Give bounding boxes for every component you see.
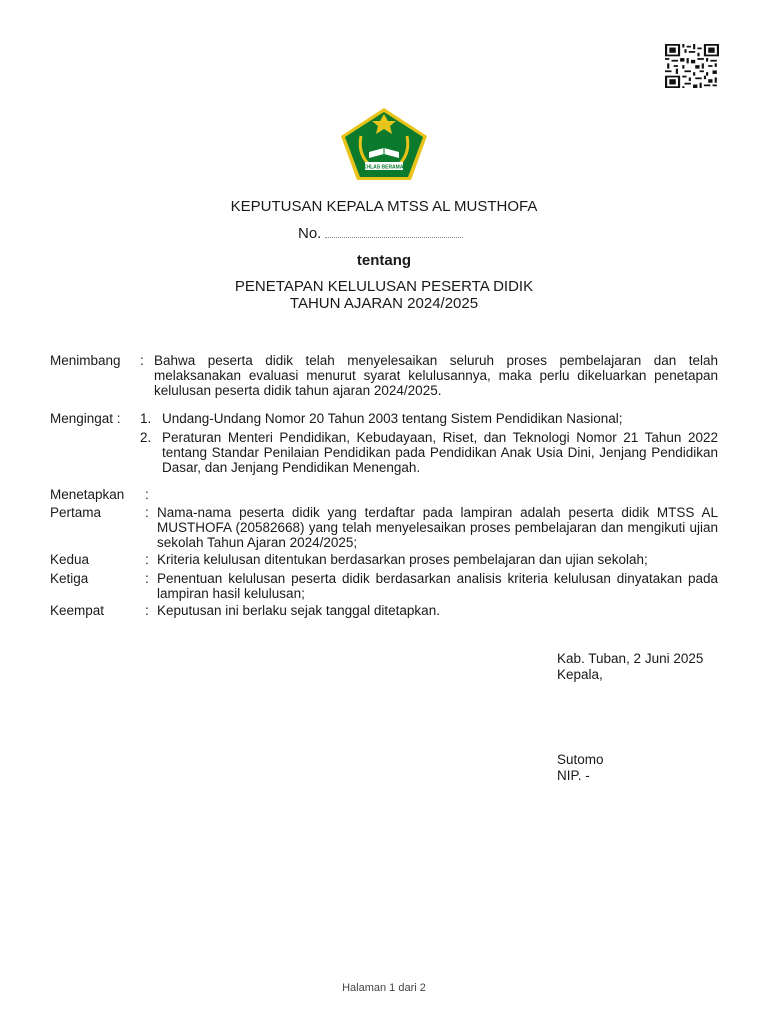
tentang-heading: tentang <box>356 252 412 269</box>
keempat-text: Keputusan ini berlaku sejak tanggal ditetapkan. <box>157 603 440 618</box>
mengingat-label: Mengingat : <box>50 411 121 426</box>
number-label: No. <box>298 225 322 242</box>
menimbang-label: Menimbang <box>50 353 121 368</box>
mengingat-item-2-num: 2. <box>140 430 152 445</box>
keempat-label: Keempat <box>50 603 105 618</box>
kedua-colon: : <box>145 552 149 567</box>
qr-code-icon <box>665 44 719 88</box>
kedua-label: Kedua <box>50 552 90 567</box>
menetapkan-label: Menetapkan <box>50 487 125 502</box>
number-placeholder <box>325 227 463 238</box>
signature-name: Sutomo <box>557 752 604 767</box>
menimbang-colon: : <box>140 353 144 368</box>
ketiga-text: Penentuan kelulusan peserta didik berdasarkan analisis kriteria kelulusan dinyatakan pada lampiran hasil kelulusan; <box>157 571 718 601</box>
subject-line-2: TAHUN AJARAN 2024/2025 <box>289 295 479 312</box>
signature-position: Kepala, <box>557 667 603 682</box>
keempat-colon: : <box>145 603 149 618</box>
menetapkan-colon: : <box>145 487 149 502</box>
pertama-label: Pertama <box>50 505 102 520</box>
subject-heading <box>0 278 768 312</box>
subject-line-1: PENETAPAN KELULUSAN PESERTA DIDIK <box>234 278 534 295</box>
pertama-text: Nama-nama peserta didik yang terdaftar pada lampiran adalah peserta didik MTSS AL MUSTHOFA (20582668) yang telah menyelesaikan proses pembelajaran dan mengikuti ujian sekolah Tahun Ajaran 2024/2025; <box>157 505 718 550</box>
mengingat-item-2-text: Peraturan Menteri Pendidikan, Kebudayaan, Riset, dan Teknologi Nomor 21 Tahun 2022 tentang Standar Penilaian Pendidikan pada Pendidikan Anak Usia Dini, Jenjang Pendidikan Dasar, dan Jenjang Pendidikan Menengah. <box>162 430 718 475</box>
ketiga-label: Ketiga <box>50 571 89 586</box>
document-number <box>298 225 463 242</box>
signature-nip: NIP. - <box>557 768 590 783</box>
kedua-text: Kriteria kelulusan ditentukan berdasarkan proses pembelajaran dan ujian sekolah; <box>157 552 648 567</box>
mengingat-item-1-num: 1. <box>140 411 152 426</box>
signature-place-date: Kab. Tuban, 2 Juni 2025 <box>557 651 704 666</box>
logo-motto: IKHLAS BERAMAL <box>361 164 407 171</box>
menimbang-text: Bahwa peserta didik telah menyelesaikan seluruh proses pembelajaran dan telah melaksanakan evaluasi menurut syarat kelulusannya, maka perlu dikeluarkan penetapan kelulusan peserta didik tahun ajaran 2024/2025. <box>154 353 718 398</box>
kemenag-logo <box>339 106 429 182</box>
document-title: KEPUTUSAN KEPALA MTSS AL MUSTHOFA <box>230 198 538 215</box>
ketiga-colon: : <box>145 571 149 586</box>
pertama-colon: : <box>145 505 149 520</box>
page-indicator: Halaman 1 dari 2 <box>342 982 426 994</box>
mengingat-item-1-text: Undang-Undang Nomor 20 Tahun 2003 tentang Sistem Pendidikan Nasional; <box>162 411 623 426</box>
